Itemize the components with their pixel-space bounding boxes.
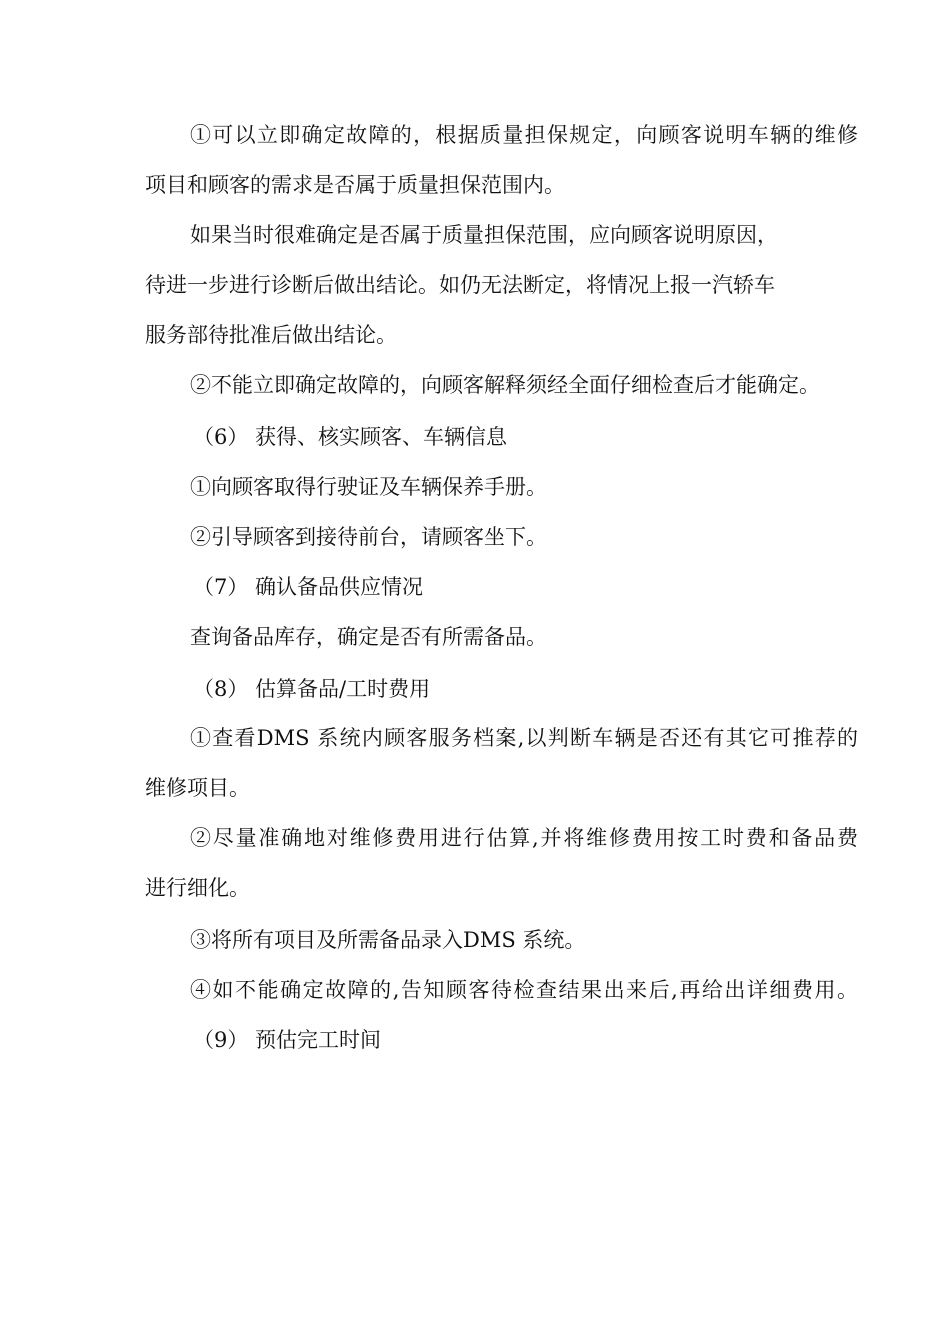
- paragraph-line: ④如不能确定故障的,告知顾客待检查结果出来后,再给出详细费用。: [190, 978, 858, 1002]
- paragraph-line: 查询备品库存，确定是否有所需备品。: [190, 625, 547, 649]
- paragraph-line: ②尽量准确地对维修费用进行估算,并将维修费用按工时费和备品费: [190, 826, 858, 850]
- section-heading: （8） 估算备品/工时费用: [193, 677, 431, 701]
- section-heading: （6） 获得、核实顾客、车辆信息: [193, 425, 508, 449]
- paragraph-line: ②引导顾客到接待前台，请顾客坐下。: [190, 525, 547, 549]
- paragraph-line: 服务部待批准后做出结论。: [145, 323, 397, 347]
- paragraph-line: 待进一步进行诊断后做出结论。如仍无法断定，将情况上报一汽轿车: [145, 273, 775, 297]
- paragraph-line: ③将所有项目及所需备品录入DMS 系统。: [190, 928, 586, 952]
- paragraph-line: ①可以立即确定故障的，根据质量担保规定，向顾客说明车辆的维修: [190, 123, 858, 147]
- paragraph-line: 进行细化。: [145, 876, 250, 900]
- paragraph-line: ①查看DMS 系统内顾客服务档案,以判断车辆是否还有其它可推荐的: [190, 726, 858, 750]
- paragraph-line: 维修项目。: [145, 776, 250, 800]
- section-heading: （7） 确认备品供应情况: [193, 575, 424, 599]
- paragraph-line: 如果当时很难确定是否属于质量担保范围，应向顾客说明原因，: [190, 223, 778, 247]
- paragraph-line: 项目和顾客的需求是否属于质量担保范围内。: [145, 173, 565, 197]
- paragraph-line: ②不能立即确定故障的，向顾客解释须经全面仔细检查后才能确定。: [190, 373, 820, 397]
- section-heading: （9） 预估完工时间: [193, 1028, 382, 1052]
- paragraph-line: ①向顾客取得行驶证及车辆保养手册。: [190, 475, 547, 499]
